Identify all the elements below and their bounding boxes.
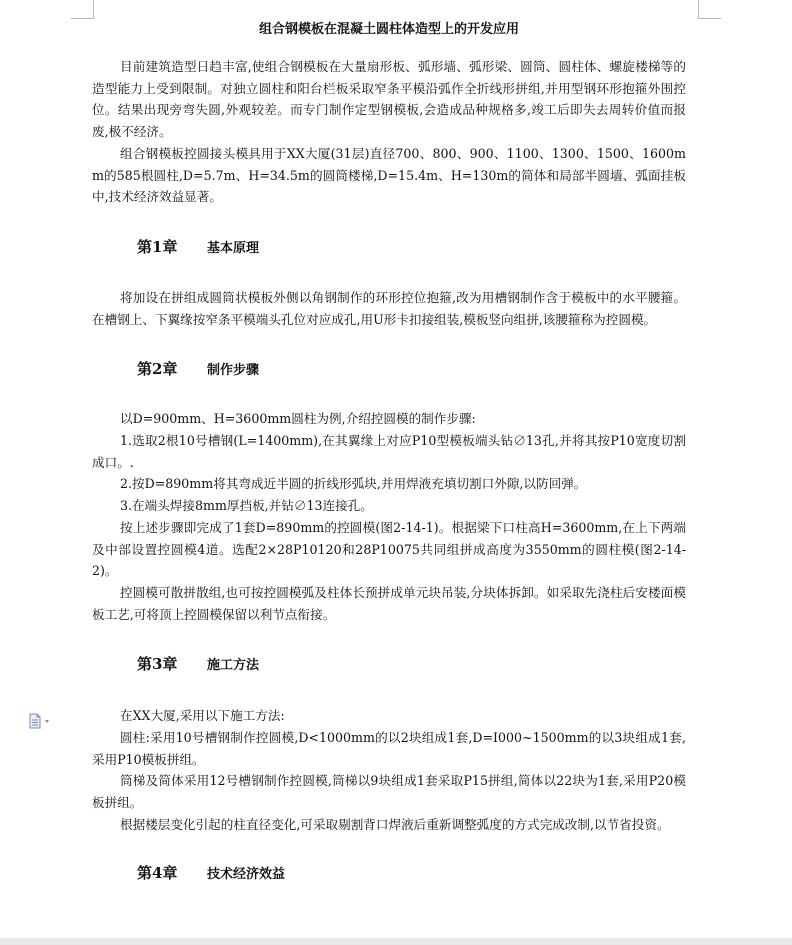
chapter-3-paragraph-3: 筒梯及简体采用12号槽钢制作控圆模,筒梯以9块组成1套采取P15拼组,简体以22块为1套,采用P20模板拼组。 (92, 773, 686, 811)
chapter-name: 施工方法 (207, 658, 260, 674)
chapter-name: 制作步骤 (207, 363, 260, 379)
document-body (92, 20, 686, 886)
chapter-number: 第3章 (137, 655, 178, 674)
page-corner-mark-top-right (698, 0, 721, 19)
chapter-1-paragraph-1: 将加设在拼组成圆筒状模板外侧以角钢制作的环形控位抱箍,改为用槽钢制作含于模板中的水平腰箍。在槽钢上、下翼缘按窄条平模端头孔位对应成孔,用U形卡扣接组装,模板竖向组拼,该腰箍称为控圆模。 (92, 289, 686, 327)
intro-paragraph-2: 组合钢模板控圆接头模具用于XX大厦(31层)直径700、800、900、1100、1300、1500、1600mm的585根圆柱,D=5.7m、H=34.5m的圆筒楼梯,D=15.4m、H=130m的简体和局部半圆墙、弧面挂板中,技术经济效益显著。 (92, 145, 686, 205)
document-title: 组合钢模板在混凝土圆柱体造型上的开发应用 (258, 22, 519, 37)
chapter-number: 第1章 (137, 237, 178, 256)
chapter-3-paragraph-2: 圆柱:采用10号槽钢制作控圆模,D<1000mm的以2块组成1套,D=I000~1500mm的以3块组成1套,采用P10模板拼组。 (92, 730, 686, 767)
document-options-icon[interactable] (28, 713, 52, 729)
chapter-2-paragraph-6: 控圆模可散拼散组,也可按控圆模弧及柱体长预拼成单元块吊装,分块体拆卸。如采取先浇柱后安楼面模板工艺,可将顶上控圆模保留以利节点衔接。 (92, 584, 686, 622)
chapter-name: 基本原理 (207, 240, 260, 256)
chapter-3-paragraph-4: 根据楼层变化引起的柱直径变化,可采取剔割背口焊液后重新调整弧度的方式完成改制,以节省投资。 (120, 816, 670, 832)
chapter-3-paragraph-1: 在XX大厦,采用以下施工方法: (120, 708, 285, 724)
chapter-2-paragraph-4: 3.在端头焊接8mm厚挡板,并钻∅13连接孔。 (120, 498, 373, 514)
chapter-2-paragraph-3: 2.按D=890mm将其弯成近半圆的折线形弧块,并用焊液充填切割口外隙,以防回弹。 (120, 476, 587, 492)
chapter-number: 第4章 (137, 863, 178, 882)
chapter-name: 技术经济效益 (207, 866, 286, 882)
chapter-1-heading (92, 236, 686, 260)
chapter-4-heading (92, 862, 686, 886)
chapter-number: 第2章 (137, 360, 178, 379)
chapter-2-paragraph-1: 以D=900mm、H=3600mm圆柱为例,介绍控圆模的制作步骤: (120, 411, 476, 427)
chapter-2-paragraph-5: 按上述步骤即完成了1套D=890mm的控圆模(图2-14-1)。根据梁下口柱高H=3600mm,在上下两端及中部设置控圆模4道。选配2×28P10120和28P10075共同组拼成高度为3550mm的圆柱模(图2-14-2)。 (92, 519, 686, 579)
page-bottom-edge (0, 938, 792, 945)
page-corner-mark-top-left (71, 0, 94, 19)
document-options-icon-graphic (28, 713, 52, 729)
chapter-2-paragraph-2: 1.选取2根10号槽钢(L=1400mm),在其翼缘上对应P10型模板端头钻∅13孔,并将其按P10宽度切割成口。. (92, 433, 686, 470)
chapter-3-heading (92, 653, 686, 677)
chapter-2-heading (92, 358, 686, 382)
intro-paragraph-1: 目前建筑造型日趋丰富,使组合钢模板在大量扇形板、弧形墙、弧形梁、圆筒、圆柱体、螺旋楼梯等的造型能力上受到限制。对独立圆柱和阳台栏板采取窄条平模沿弧作全折线形拼组,并用型钢环形抱箍外围控位。结果出现旁弯失圆,外观较差。而专门制作定型钢模板,会造成品种规格多,竣工后即失去周转价值而报废,极不经济。 (92, 59, 686, 140)
